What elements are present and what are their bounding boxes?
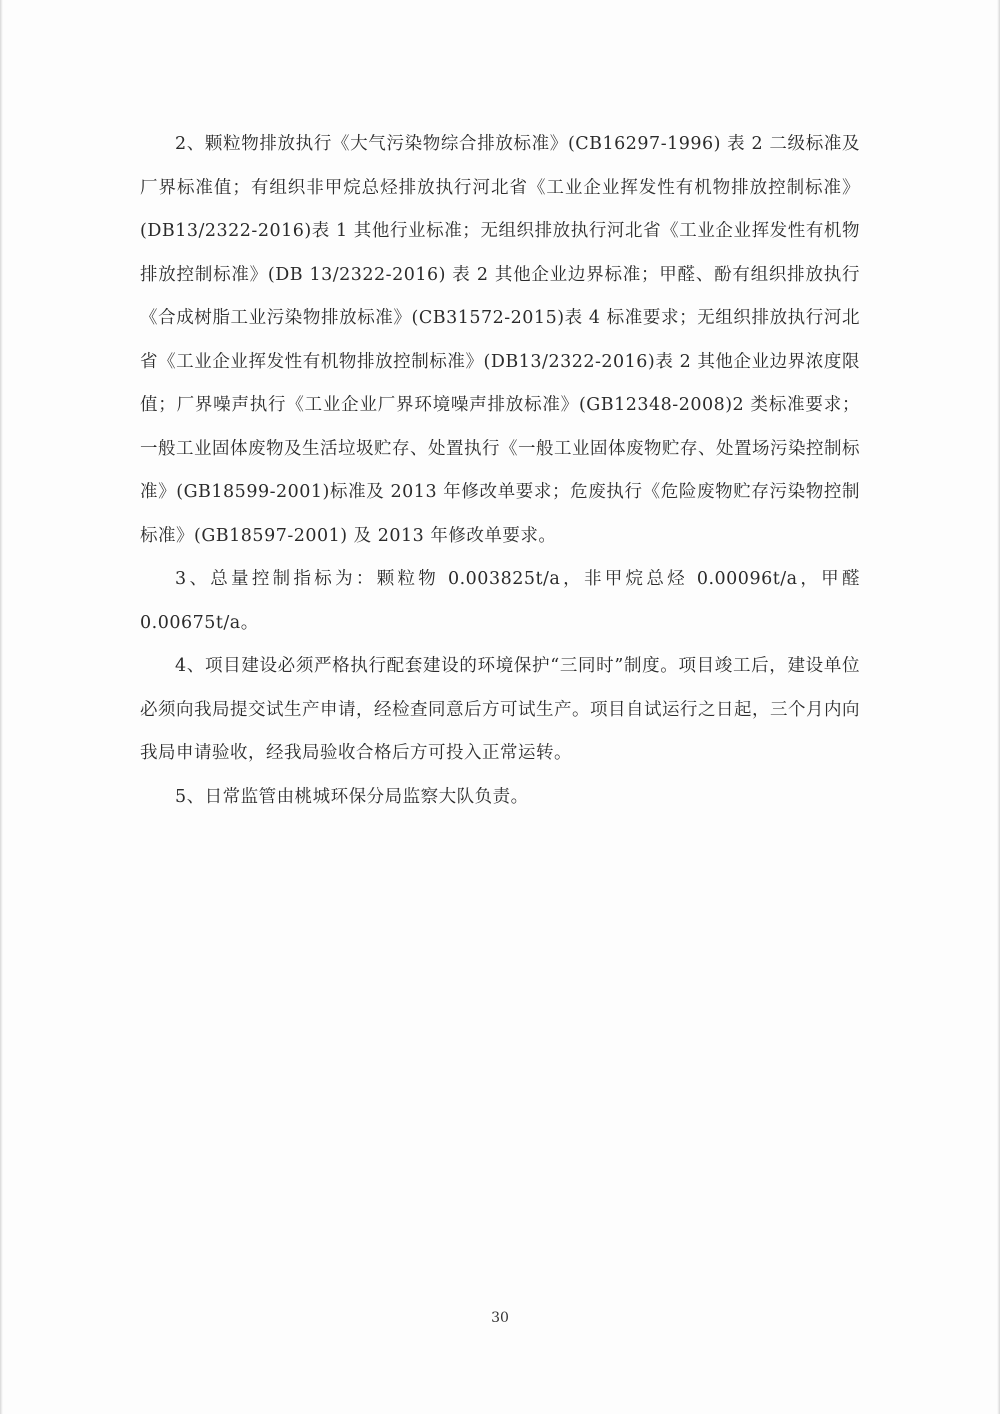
document-body (140, 123, 860, 819)
paragraph-emission-standards: 2、颗粒物排放执行《大气污染物综合排放标准》(CB16297-1996) 表 2 二级标准及厂界标准值；有组织非甲烷总烃排放执行河北省《工业企业挥发性有机物排放控制标准》(DB13/2322-2016)表 1 其他行业标准；无组织排放执行河北省《工业企业挥发性有机物排放控制标准》(DB 13/2322-2016) 表 2 其他企业边界标准；甲醛、酚有组织排放执行《合成树脂工业污染物排放标准》(CB31572-2015)表 4 标准要求；无组织排放执行河北省《工业企业挥发性有机物排放控制标准》(DB13/2322-2016)表 2 其他企业边界浓度限值；厂界噪声执行《工业企业厂界环境噪声排放标准》(GB12348-2008)2 类标准要求；一般工业固体废物及生活垃圾贮存、处置执行《一般工业固体废物贮存、处置场污染控制标准》(GB18599-2001)标准及 2013 年修改单要求；危废执行《危险废物贮存污染物控制标准》(GB18597-2001) 及 2013 年修改单要求。 (140, 134, 860, 546)
scan-edge-left (0, 0, 3, 1414)
paragraph-three-simultaneous-system: 4、项目建设必须严格执行配套建设的环境保护“三同时”制度。项目竣工后，建设单位必须向我局提交试生产申请，经检查同意后方可试生产。项目自试运行之日起，三个月内向我局申请验收，经我局验收合格后方可投入正常运转。 (140, 656, 860, 763)
paragraph-daily-supervision: 5、日常监管由桃城环保分局监察大队负责。 (175, 786, 529, 807)
page-number: 30 (491, 1310, 509, 1326)
paragraph-total-control-indicators: 3、总量控制指标为：颗粒物 0.003825t/a，非甲烷总烃 0.00096t/a，甲醛 0.00675t/a。 (140, 569, 860, 633)
